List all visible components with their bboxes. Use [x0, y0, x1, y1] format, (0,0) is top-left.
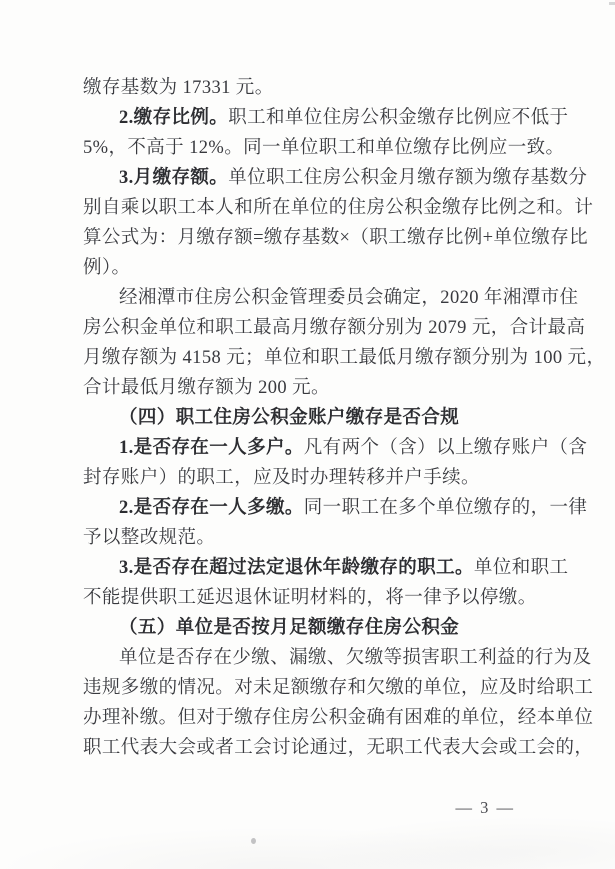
bold-text-run: 1.是否存在一人多户。	[119, 438, 304, 458]
bold-text-run: 2.缴存比例。	[119, 108, 229, 128]
bold-text-run: 2.是否存在一人多缴。	[119, 498, 304, 518]
text-line	[83, 703, 594, 733]
text-run: 职工代表大会或者工会讨论通过，无职工代表大会或工会的，	[83, 738, 594, 758]
text-line	[83, 343, 606, 373]
text-run: 违规多缴的情况。对未足额缴存和欠缴的单位，应及时给职工	[83, 678, 594, 698]
text-run: 凡有两个（含）以上缴存账户（含	[303, 438, 588, 458]
text-line	[83, 733, 594, 763]
text-run: 不能提供职工延迟退休证明材料的，将一律予以停缴。	[83, 588, 537, 608]
text-run: 单位职工住房公积金月缴存额为缴存基数分	[228, 168, 588, 188]
text-run: 经湘潭市住房公积金管理委员会确定，2020 年湘潭市住	[119, 288, 579, 308]
scan-speck-artifact	[251, 838, 256, 844]
text-run: 算公式为：月缴存额=缴存基数×（职工缴存比例+单位缴存比	[83, 228, 589, 248]
document-body	[83, 73, 606, 763]
text-line	[83, 643, 592, 673]
text-line	[83, 673, 594, 703]
text-run: 办理补缴。但对于缴存住房公积金确有困难的单位，经本单位	[83, 708, 594, 728]
text-run: 缴存基数为 17331 元。	[83, 78, 274, 98]
text-run: 封存账户）的职工，应及时办理转移并户手续。	[83, 468, 480, 488]
text-line	[83, 583, 538, 613]
text-line	[83, 493, 588, 523]
text-line	[83, 373, 538, 403]
text-run: 单位和职工	[473, 558, 569, 578]
text-run: 同一职工在多个单位缴存的，一律	[303, 498, 588, 518]
bold-text-run: （五）单位是否按月足额缴存住房公积金	[119, 618, 460, 638]
text-run: 例）。	[83, 258, 131, 278]
text-run: 职工和单位住房公积金缴存比例应不低于	[228, 108, 569, 128]
text-line	[83, 163, 588, 193]
bold-text-run: 3.月缴存额。	[119, 168, 229, 188]
bold-text-run: （四）职工住房公积金账户缴存是否合规	[119, 408, 460, 428]
text-line	[83, 223, 589, 253]
text-run: 单位是否存在少缴、漏缴、欠缴等损害职工利益的行为及	[119, 648, 592, 668]
text-run: 合计最低月缴存额为 200 元。	[83, 378, 330, 398]
text-run: 月缴存额为 4158 元；单位和职工最低月缴存额分别为 100 元，	[83, 348, 606, 368]
text-line	[83, 313, 586, 343]
page-number: — 3 —	[455, 798, 515, 817]
text-run: 别自乘以职工本人和所在单位的住房公积金缴存比例之和。计	[83, 198, 594, 218]
text-line	[83, 523, 538, 553]
text-line	[83, 253, 538, 283]
scan-edge-artifact	[609, 2, 615, 5]
section-heading	[83, 613, 538, 643]
text-run: 5%，不高于 12%。同一单位职工和单位缴存比例应一致。	[83, 138, 565, 158]
text-line	[83, 553, 569, 583]
text-line	[83, 73, 538, 103]
text-line	[83, 133, 565, 163]
text-line	[83, 103, 569, 133]
section-heading	[83, 403, 538, 433]
text-line	[83, 193, 594, 223]
text-run: 房公积金单位和职工最高月缴存额分别为 2079 元，合计最高	[83, 318, 586, 338]
text-run: 予以整改规范。	[83, 528, 216, 548]
bold-text-run: 3.是否存在超过法定退休年龄缴存的职工。	[119, 558, 474, 578]
text-line	[83, 283, 579, 313]
text-line	[83, 433, 588, 463]
text-line	[83, 463, 538, 493]
